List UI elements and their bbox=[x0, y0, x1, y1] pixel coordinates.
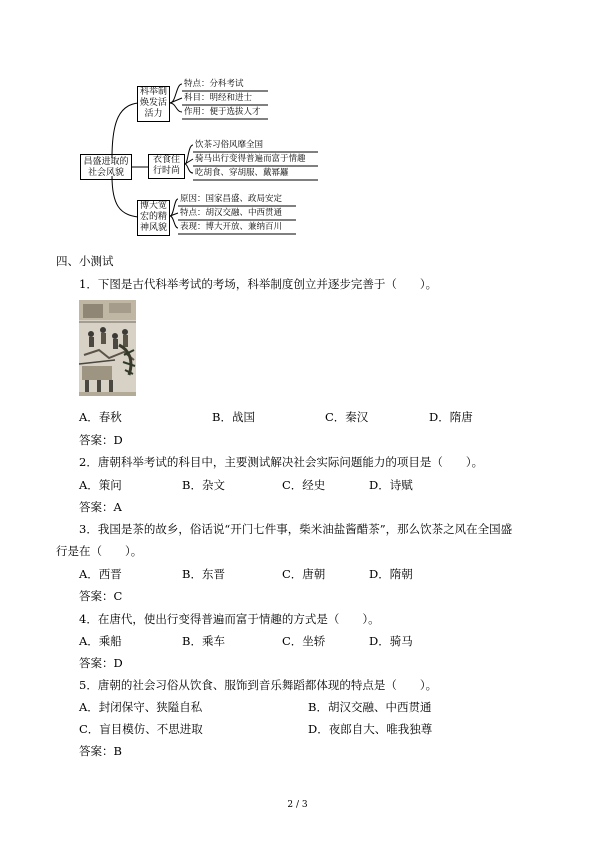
question-1-option-a: A．春秋 bbox=[79, 410, 122, 424]
branch-title-line: 神风貌 bbox=[139, 223, 167, 233]
question-3-option-c: C．唐朝 bbox=[282, 567, 326, 581]
question-1-option-d: D．隋唐 bbox=[429, 410, 473, 424]
mindmap-leaf: 特点：胡汉交融、中西贯通 bbox=[180, 208, 283, 218]
question-5-answer: 答案：B bbox=[79, 744, 122, 758]
question-5-option-a: A．封闭保守、狭隘自私 bbox=[79, 700, 203, 714]
mindmap-center-line-1: 昌盛进取的 bbox=[83, 157, 129, 167]
question-5-option-d: D．夜郎自大、唯我独尊 bbox=[308, 722, 433, 736]
branch-title-line: 行时尚 bbox=[152, 166, 180, 176]
page-number: 2 / 3 bbox=[287, 800, 308, 810]
question-5-option-c: C．盲目模仿、不思进取 bbox=[79, 722, 203, 736]
question-1-option-c: C．秦汉 bbox=[325, 410, 369, 424]
mindmap-branch-exam bbox=[137, 86, 170, 122]
mindmap-leaf: 特点：分科考试 bbox=[184, 79, 244, 89]
question-2-option-a: A．策问 bbox=[79, 478, 122, 492]
branch-title-line: 活力 bbox=[144, 109, 163, 119]
question-1-option-b: B．战国 bbox=[212, 410, 255, 424]
question-3-option-a: A．西晋 bbox=[79, 567, 122, 581]
question-3-answer: 答案：C bbox=[79, 589, 123, 603]
mindmap-leaf: 原因：国家昌盛、政局安定 bbox=[180, 194, 283, 204]
question-4-option-a: A．乘船 bbox=[79, 634, 122, 648]
mindmap-leaf: 饮茶习俗风靡全国 bbox=[195, 140, 264, 150]
question-4-option-b: B．乘车 bbox=[182, 634, 225, 648]
branch-title-line: 焕发活 bbox=[139, 98, 167, 108]
mindmap-branch-spirit bbox=[137, 200, 170, 236]
question-3-stem-line-1: 3．我国是茶的故乡，俗话说“开门七件事，柴米油盐酱醋茶”，那么饮茶之风在全国盛 bbox=[79, 522, 513, 536]
exam-hall-painting-image bbox=[79, 300, 136, 396]
mindmap-leaf: 作用：便于选拔人才 bbox=[184, 107, 261, 117]
branch-title-line: 宏的精 bbox=[139, 212, 167, 222]
mindmap-connectors bbox=[0, 0, 595, 250]
question-2-stem: 2．唐朝科举考试的科目中，主要测试解决社会实际问题能力的项目是（ ）。 bbox=[79, 455, 484, 469]
question-2-option-c: C．经史 bbox=[282, 478, 326, 492]
question-4-option-c: C．坐轿 bbox=[282, 634, 326, 648]
question-1-answer: 答案：D bbox=[79, 433, 123, 447]
mindmap-center bbox=[80, 154, 132, 180]
branch-title-line: 博大宽 bbox=[139, 201, 167, 211]
question-3-stem-line-2: 行是在（ ）。 bbox=[56, 544, 143, 558]
question-2-option-b: B．杂文 bbox=[182, 478, 225, 492]
question-4-option-d: D．骑马 bbox=[369, 634, 413, 648]
question-1-stem: 1．下图是古代科举考试的考场，科举制度创立并逐步完善于（ ）。 bbox=[79, 277, 438, 291]
branch-title-line: 衣食住 bbox=[152, 155, 180, 165]
question-3-option-b: B．东晋 bbox=[182, 567, 225, 581]
mindmap-leaf: 科目：明经和进士 bbox=[184, 93, 253, 103]
question-2-answer: 答案：A bbox=[79, 500, 122, 514]
question-3-option-d: D．隋朝 bbox=[369, 567, 413, 581]
question-4-stem: 4．在唐代，使出行变得普遍而富于情趣的方式是（ ）。 bbox=[79, 612, 380, 626]
mindmap-leaf: 骑马出行变得普遍而富于情趣 bbox=[195, 154, 306, 164]
branch-title-line: 科举制 bbox=[139, 87, 167, 97]
question-2-option-d: D．诗赋 bbox=[369, 478, 413, 492]
mindmap-leaf: 吃胡食、穿胡服、戴幂䍦 bbox=[195, 168, 289, 178]
question-5-option-b: B．胡汉交融、中西贯通 bbox=[308, 700, 432, 714]
mindmap-branch-lifestyle bbox=[148, 154, 185, 179]
mindmap-leaf: 表现：博大开放、兼纳百川 bbox=[180, 222, 283, 232]
question-5-stem: 5．唐朝的社会习俗从饮食、服饰到音乐舞蹈都体现的特点是（ ）。 bbox=[79, 678, 438, 692]
mindmap-center-line-2: 社会风貌 bbox=[87, 168, 124, 178]
question-4-answer: 答案：D bbox=[79, 656, 123, 670]
section-title: 四、小测试 bbox=[56, 254, 114, 268]
